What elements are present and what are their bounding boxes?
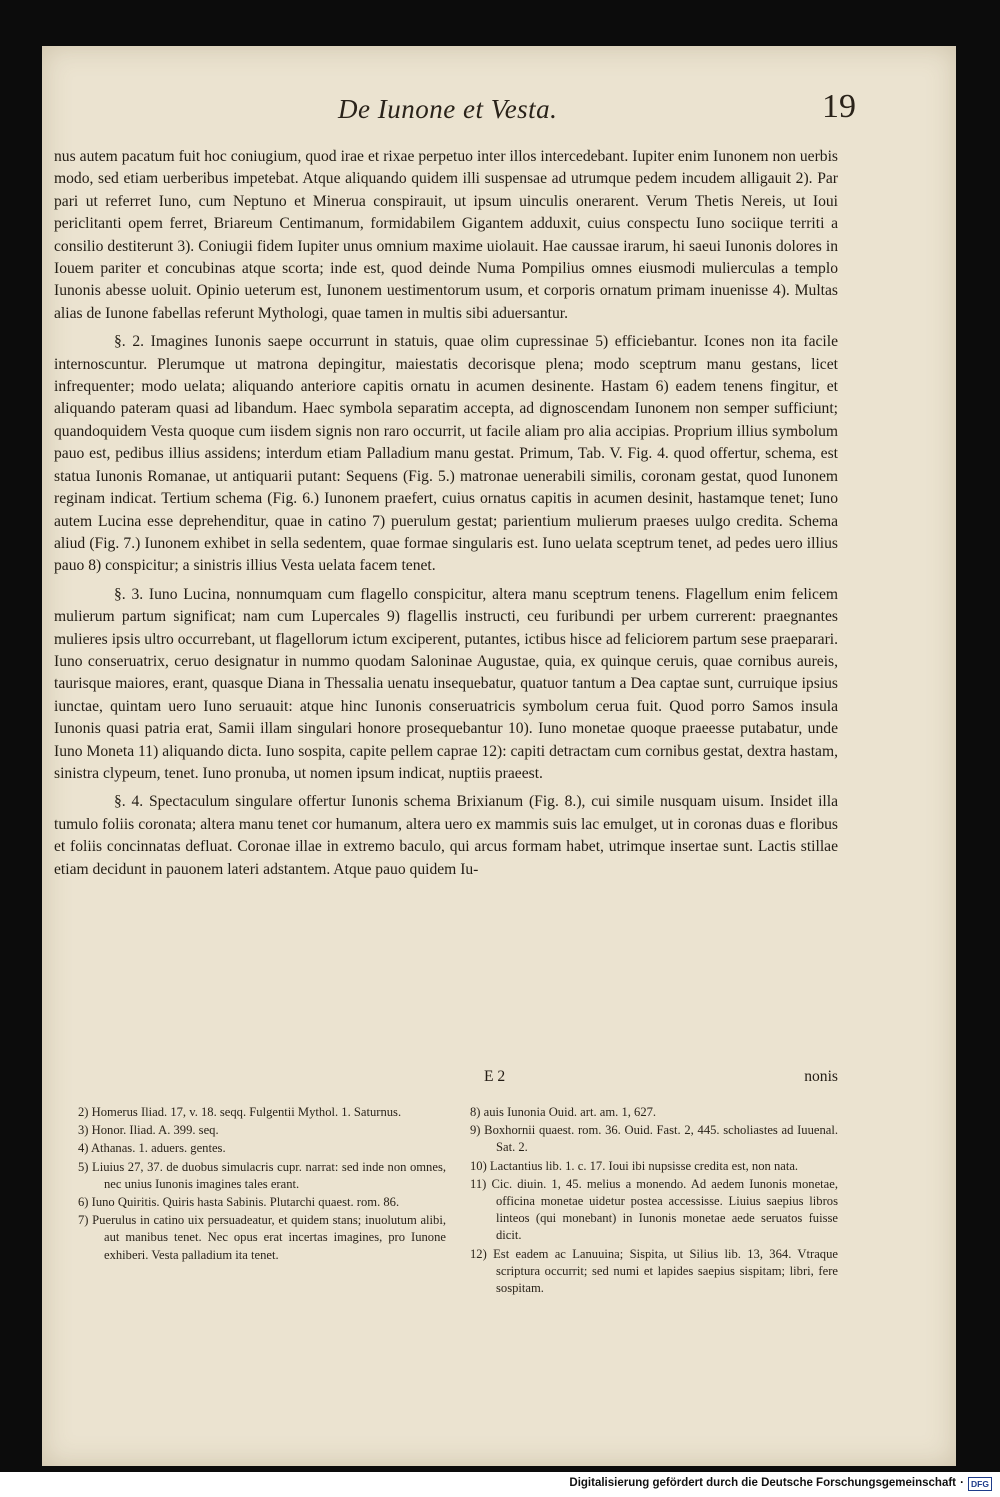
signature-mark: E 2 [484, 1068, 506, 1085]
footnote-3: 3) Honor. Iliad. A. 399. seq. [78, 1123, 219, 1138]
digitization-footer [0, 1472, 1000, 1497]
catchline [54, 1068, 838, 1090]
book-page [42, 46, 956, 1466]
footnote-7: 7) Puerulus in catino uix persuadeatur, et quidem stans; inuolutum alibi, aut manibus tenet. Nec opus erat incertas imagines, pro Iunone exhiberi. Vesta palladium ita tenet. [78, 1213, 446, 1262]
footnote-10: 10) Lactantius lib. 1. c. 17. Ioui ibi nupsisse credita est, non nata. [470, 1158, 799, 1173]
footnote-2: 2) Homerus Iliad. 17, v. 18. seqq. Fulgentii Mythol. 1. Saturnus. [78, 1105, 402, 1119]
funding-credit: Digitalisierung gefördert durch die Deutsche Forschungsgemeinschaft [569, 1477, 956, 1489]
paragraph-section-3: §. 3. Iuno Lucina, nonnumquam cum flagello conspicitur, altera manu sceptrum tenens. Flagellum enim felicem mulierum partum significat; nam cum Lupercales 9) flagellis instructi, ceu furibundi per urbem currerent: praegnantes mulieres ipsis ultro occurrebant, ut flagellorum ictum exciperent, putantes, ictibus hisce ad feliciorem partum sese praeparari. Iuno conseruatrix, ceruo designatur in nummo quodam Saloninae Augustae, quia, ex quinque ceruis, quae cornibus aureis, taurisque maiores, erant, quasque Diana in Thessalia uenatu insequebatur, quatuor tantum a Dea captae sunt, curruique ipsius iunctae, quintam uero Iuno seruauit: atque hinc Iunonis conseruatricis symbolum cerua fuit. Quod porro Samos insula Iunonis quasi patria erat, Samii illam singulari honore prosequebantur 10). Iuno monetae quoque praeesse putabatur, unde Iuno Moneta 11) aliquando dicta. Iuno sospita, capite pellem caprae 12): capiti detractam cum cornibus gestat, dextra hastam, sinistra clypeum, tenet. Iuno pronuba, ut nomen ipsum indicat, nuptiis praeest. [54, 585, 838, 782]
page-header [42, 88, 956, 134]
footnote-5: 5) Liuius 27, 37. de duobus simulacris cupr. narrat: sed inde non omnes, nec unius Iunonis imagines tales erant. [78, 1159, 446, 1191]
footer-separator: · [960, 1477, 964, 1489]
footnotes [78, 1104, 838, 1298]
running-title: De Iunone et Vesta. [338, 94, 558, 124]
main-text [54, 146, 838, 887]
dfg-logo: DFG [968, 1477, 992, 1491]
catchword: nonis [804, 1068, 838, 1085]
paragraph-section-4: §. 4. Spectaculum singulare offertur Iunonis schema Brixianum (Fig. 8.), cui simile nusquam uisum. Insidet illa tumulo foliis coronata; altera manu tenet cor humanum, altera uero ex mammis suis lac emulget, ut in coronas duas e floribus et foliis concinnatas defluat. Coronae illae in extremo baculo, qui arcus formam habet, utrimque insertae sunt. Lactis stillae etiam decidunt in pauonem lateri adstantem. Atque pauo quidem Iu- [54, 793, 838, 878]
footnote-12: 12) Est eadem ac Lanuuina; Sispita, ut Silius lib. 13, 364. Vtraque scriptura occurrit; sed numi et lapides saepius sispitam; libri, fere sospitam. [470, 1246, 838, 1296]
footnote-8: 8) auis Iunonia Ouid. art. am. 1, 627. [470, 1105, 657, 1119]
footnote-6: 6) Iuno Quiritis. Quiris hasta Sabinis. Plutarchi quaest. rom. 86. [78, 1195, 400, 1210]
footnote-4: 4) Athanas. 1. aduers. gentes. [78, 1141, 226, 1156]
footnote-9: 9) Boxhornii quaest. rom. 36. Ouid. Fast. 2, 445. scholiastes ad Iuuenal. Sat. 2. [470, 1123, 838, 1155]
paragraph-1: nus autem pacatum fuit hoc coniugium, quod irae et rixae perpetuo inter illos intercedebant. Iupiter enim Iunonem non uerbis modo, sed etiam uerberibus impetebat. Atque aliquando quidem illi suspensae ad utrumque pedem incudem alligauit 2). Par pari ut referret Iuno, cum Neptuno et Minerua conspirauit, ut ipsum uinculis onerarent. Verum Thetis Nereis, ut Ioui periclitanti opem ferret, Briareum Centimanum, formidabilem Gigantem adduxit, cuius conspectu Iuno sociique territi a consilio destiterunt 3). Coniugii fidem Iupiter unus omnium maxime uiolauit. Hae caussae irarum, hi saeui Iunonis dolores in Iouem pariter et concubinas atque scorta; inde est, quod deinde Numa Pompilius omnes eiusmodi mulierculas a templo Iunonis abesse uoluit. Opinio ueterum est, Iunonem uestimentorum usum, et corporis ornatum primam inuenisse 4). Multas alias de Iunone fabellas referunt Mythologi, quae tamen in multis sibi aduersantur. [54, 148, 838, 322]
page-number: 19 [822, 88, 856, 125]
paragraph-section-2: §. 2. Imagines Iunonis saepe occurrunt in statuis, quae olim cupressinae 5) efficiebantur. Icones non ita facile internoscuntur. Plerumque ut matrona depingitur, maiestatis decorisque plena; modo sceptrum manu gestans, licet infrequenter; modo uelata; aliquando anteriore capitis ornatu in acumen desinente. Hastam 6) eadem tenens fingitur, et aliquando pateram quasi ad libandum. Haec symbola separatim accepta, ad dignoscendam Iunonem non semper sufficiunt; quandoquidem Vesta quoque cum iisdem signis non raro occurrit, ut facile aliam pro alia accipias. Proprium illius symbolum pauo est, pedibus illius assidens; interdum etiam Palladium manu gestat. Primum, Tab. V. Fig. 4. quod offertur, schema, est statua Iunonis Romanae, ut antiquarii putant: Sequens (Fig. 5.) matronae uenerabili similis, coronam gestat, quod Iunonem reginam indicat. Tertium schema (Fig. 6.) Iunonem praefert, cuius ornatus capitis in acumen desinit, hastamque tenet; Iuno autem Lucina esse deprehenditur, quae in catino 7) puerulum gestat; parientium mulierum praeses uulgo credita. Schema aliud (Fig. 7.) Iunonem exhibet in sella sedentem, quae formae singularis est. Iuno uelata sceptrum tenet, ad pedes uero illius pauo 8) conspicitur; a sinistris illius Vesta uelata facem tenet. [54, 333, 838, 575]
footnote-11: 11) Cic. diuin. 1, 45. melius a monendo. Ad aedem Iunonis monetae, officina monetae uidetur postea accessisse. Liuius saepius libros linteos (qui monebant) in Iunonis monetae aede seruatos fuisse dicit. [470, 1176, 838, 1243]
footnotes-right-column [470, 1104, 838, 1298]
footnotes-left-column [78, 1104, 446, 1298]
